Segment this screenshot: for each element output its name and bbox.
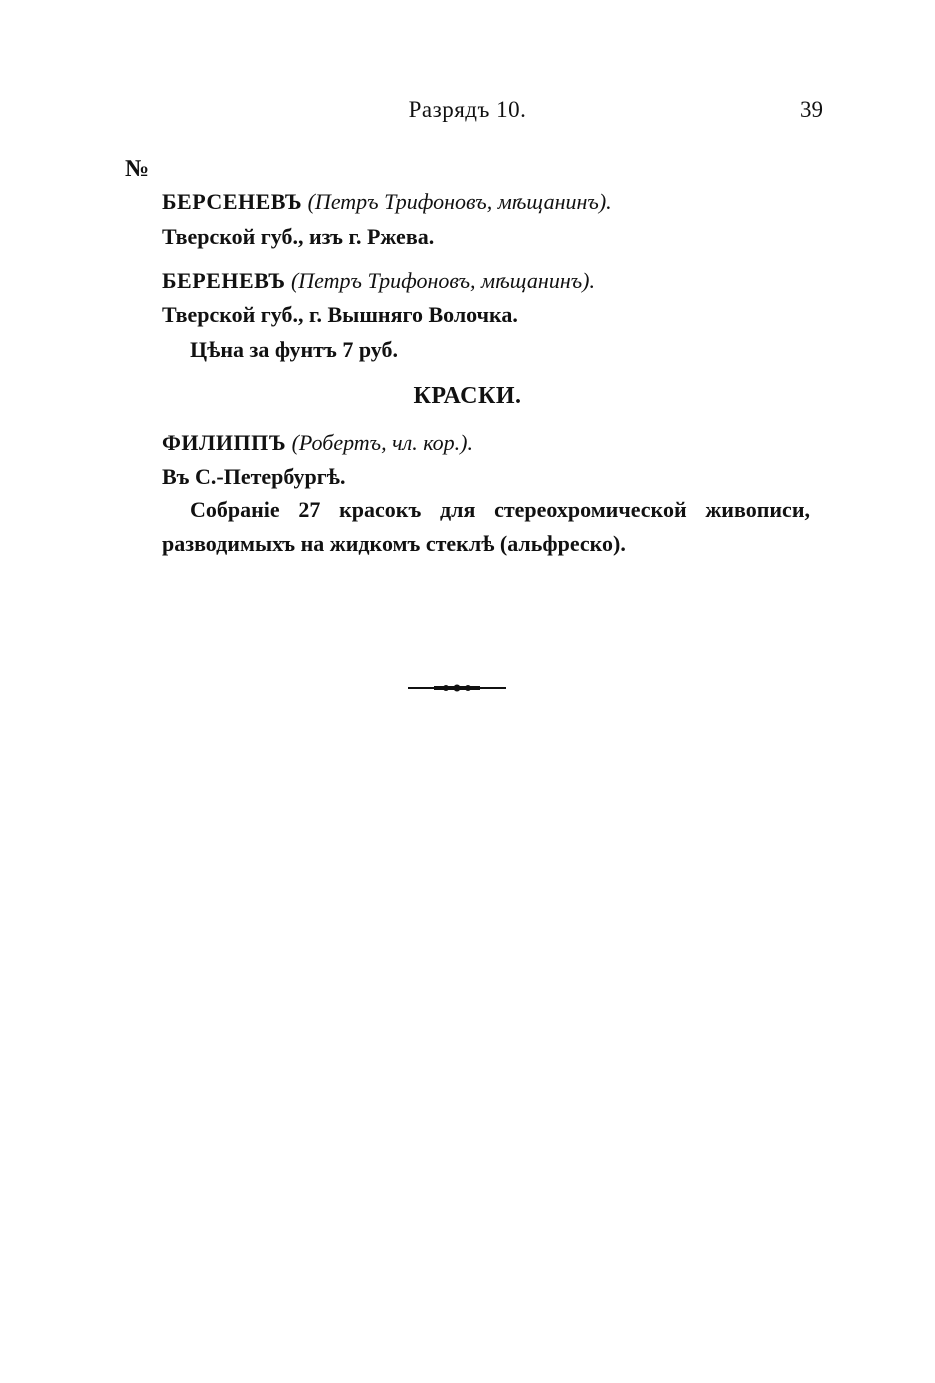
entry-1-descriptor: (Петръ Трифоновъ, мѣщанинъ). — [307, 189, 612, 214]
entry-2-descriptor: (Петръ Трифоновъ, мѣщанинъ). — [290, 268, 595, 293]
page-number: 39 — [800, 97, 823, 122]
section-entry-name: ФИЛИППЪ — [162, 430, 287, 455]
entry-2-heading — [162, 268, 595, 294]
numero-column-label: № — [125, 156, 150, 182]
section-entry-description-line-1: Собраніе 27 красокъ для стереохромической живописи, — [190, 497, 810, 522]
entry-1-name: БЕРСЕНЕВЪ — [162, 189, 303, 214]
entry-2-price: Цѣна за фунтъ 7 руб. — [190, 337, 398, 362]
section-entry-descriptor: (Робертъ, чл. кор.). — [291, 430, 473, 455]
entry-2-location: Тверской губ., г. Вышняго Волочка. — [162, 302, 518, 327]
section-entry-location: Въ С.-Петербургѣ. — [162, 464, 346, 489]
entry-2-name: БЕРЕНЕВЪ — [162, 268, 286, 293]
section-entry-heading — [162, 430, 473, 456]
end-of-section-ornament-icon — [408, 682, 506, 694]
entry-1-location: Тверской губ., изъ г. Ржева. — [162, 224, 435, 249]
section-heading: КРАСКИ. — [413, 383, 522, 409]
section-entry-description-line-2: разводимыхъ на жидкомъ стеклѣ (альфреско). — [162, 531, 626, 556]
page-header-title: Разрядъ 10. — [408, 97, 527, 122]
entry-1-heading — [162, 189, 612, 215]
